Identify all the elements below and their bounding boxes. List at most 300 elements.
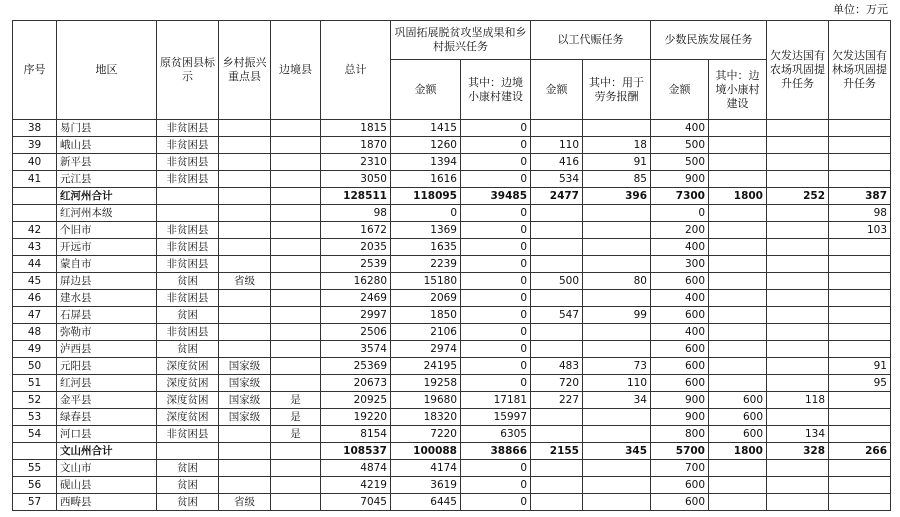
cell-border [271, 171, 321, 188]
cell-consolidate-amount: 100088 [391, 443, 461, 460]
cell-forest: 103 [829, 222, 891, 239]
cell-minority-border [709, 341, 767, 358]
cell-consolidate-border: 39485 [461, 188, 531, 205]
cell-farm [767, 256, 829, 273]
cell-forest: 95 [829, 375, 891, 392]
cell-work-amount [531, 239, 583, 256]
cell-poverty: 贫困 [157, 273, 219, 290]
cell-rural [219, 239, 271, 256]
cell-farm [767, 273, 829, 290]
cell-work-labor: 91 [583, 154, 651, 171]
cell-minority-amount: 900 [651, 392, 709, 409]
cell-work-amount [531, 409, 583, 426]
cell-minority-border [709, 375, 767, 392]
cell-consolidate-amount: 0 [391, 205, 461, 222]
cell-consolidate-amount: 2239 [391, 256, 461, 273]
cell-work-labor [583, 256, 651, 273]
table-row [13, 392, 891, 409]
cell-region: 绿春县 [57, 409, 157, 426]
cell-minority-amount: 700 [651, 460, 709, 477]
cell-farm: 328 [767, 443, 829, 460]
cell-total: 1870 [321, 137, 391, 154]
cell-minority-border [709, 273, 767, 290]
cell-total: 3050 [321, 171, 391, 188]
cell-work-amount [531, 290, 583, 307]
cell-border [271, 443, 321, 460]
cell-forest [829, 290, 891, 307]
header-farm: 欠发达国有农场巩固提升任务 [767, 21, 829, 120]
cell-farm [767, 137, 829, 154]
cell-work-amount: 110 [531, 137, 583, 154]
cell-consolidate-amount: 3619 [391, 477, 461, 494]
cell-minority-border [709, 222, 767, 239]
cell-total: 7045 [321, 494, 391, 511]
cell-minority-border [709, 290, 767, 307]
cell-poverty: 非贫困县 [157, 290, 219, 307]
cell-border [271, 460, 321, 477]
header-consolidate: 巩固拓展脱贫攻坚成果和乡村振兴任务 [391, 21, 531, 60]
cell-rural [219, 324, 271, 341]
cell-forest [829, 239, 891, 256]
cell-work-amount [531, 222, 583, 239]
cell-border [271, 188, 321, 205]
cell-farm [767, 477, 829, 494]
cell-poverty: 深度贫困 [157, 358, 219, 375]
cell-border [271, 307, 321, 324]
cell-rural: 省级 [219, 273, 271, 290]
table-body [13, 120, 891, 511]
cell-rural [219, 171, 271, 188]
cell-farm: 118 [767, 392, 829, 409]
cell-border [271, 239, 321, 256]
cell-minority-amount: 200 [651, 222, 709, 239]
cell-total: 108537 [321, 443, 391, 460]
cell-minority-amount: 400 [651, 239, 709, 256]
cell-rural [219, 341, 271, 358]
table-row [13, 307, 891, 324]
cell-consolidate-amount: 1850 [391, 307, 461, 324]
cell-minority-amount: 500 [651, 137, 709, 154]
cell-work-labor [583, 324, 651, 341]
table-row [13, 273, 891, 290]
cell-poverty [157, 205, 219, 222]
cell-region: 元阳县 [57, 358, 157, 375]
cell-work-labor [583, 409, 651, 426]
cell-work-amount: 227 [531, 392, 583, 409]
cell-consolidate-amount: 19680 [391, 392, 461, 409]
cell-poverty: 非贫困县 [157, 171, 219, 188]
cell-work-amount: 416 [531, 154, 583, 171]
cell-rural [219, 460, 271, 477]
cell-farm: 252 [767, 188, 829, 205]
cell-region: 红河州本级 [57, 205, 157, 222]
cell-region: 西畴县 [57, 494, 157, 511]
cell-work-labor: 345 [583, 443, 651, 460]
table-row [13, 239, 891, 256]
cell-border [271, 358, 321, 375]
cell-total: 8154 [321, 426, 391, 443]
cell-work-amount [531, 426, 583, 443]
cell-region: 屏边县 [57, 273, 157, 290]
cell-farm [767, 205, 829, 222]
cell-consolidate-amount: 18320 [391, 409, 461, 426]
cell-total: 2997 [321, 307, 391, 324]
cell-region: 弥勒市 [57, 324, 157, 341]
cell-border [271, 222, 321, 239]
cell-rural: 国家级 [219, 375, 271, 392]
table-row [13, 477, 891, 494]
cell-rural [219, 137, 271, 154]
cell-work-labor: 110 [583, 375, 651, 392]
cell-consolidate-amount: 118095 [391, 188, 461, 205]
cell-consolidate-border: 6305 [461, 426, 531, 443]
cell-poverty: 非贫困县 [157, 120, 219, 137]
cell-region: 建水县 [57, 290, 157, 307]
cell-seq: 48 [13, 324, 57, 341]
cell-work-labor: 73 [583, 358, 651, 375]
cell-forest [829, 171, 891, 188]
cell-work-labor: 34 [583, 392, 651, 409]
header-consolidate-amount: 金额 [391, 60, 461, 120]
cell-seq: 52 [13, 392, 57, 409]
cell-seq: 42 [13, 222, 57, 239]
header-seq: 序号 [13, 21, 57, 120]
cell-border: 是 [271, 426, 321, 443]
subtotal-row [13, 188, 891, 205]
cell-work-labor: 80 [583, 273, 651, 290]
cell-rural [219, 222, 271, 239]
cell-rural: 国家级 [219, 392, 271, 409]
cell-consolidate-amount: 1415 [391, 120, 461, 137]
cell-minority-amount: 7300 [651, 188, 709, 205]
cell-work-labor [583, 120, 651, 137]
table-row [13, 324, 891, 341]
cell-minority-border [709, 460, 767, 477]
header-rural: 乡村振兴重点县 [219, 21, 271, 120]
cell-farm [767, 239, 829, 256]
table-row [13, 154, 891, 171]
cell-total: 19220 [321, 409, 391, 426]
cell-forest: 98 [829, 205, 891, 222]
cell-consolidate-amount: 2069 [391, 290, 461, 307]
cell-farm [767, 375, 829, 392]
cell-work-labor [583, 239, 651, 256]
cell-border [271, 205, 321, 222]
cell-total: 2310 [321, 154, 391, 171]
header-minority: 少数民族发展任务 [651, 21, 767, 60]
cell-farm [767, 494, 829, 511]
cell-poverty: 非贫困县 [157, 256, 219, 273]
header-work-relief: 以工代赈任务 [531, 21, 651, 60]
cell-forest [829, 137, 891, 154]
cell-forest: 266 [829, 443, 891, 460]
cell-farm [767, 307, 829, 324]
table-row [13, 137, 891, 154]
cell-seq: 50 [13, 358, 57, 375]
cell-poverty: 贫困 [157, 341, 219, 358]
table-row [13, 171, 891, 188]
cell-border: 是 [271, 392, 321, 409]
cell-work-amount: 534 [531, 171, 583, 188]
cell-work-amount [531, 341, 583, 358]
table-row [13, 460, 891, 477]
header-region: 地区 [57, 21, 157, 120]
cell-consolidate-amount: 1369 [391, 222, 461, 239]
cell-minority-border [709, 494, 767, 511]
cell-minority-amount: 600 [651, 375, 709, 392]
cell-border: 是 [271, 409, 321, 426]
cell-consolidate-amount: 2106 [391, 324, 461, 341]
cell-minority-border: 1800 [709, 443, 767, 460]
cell-rural [219, 443, 271, 460]
cell-rural: 国家级 [219, 409, 271, 426]
cell-work-amount: 2477 [531, 188, 583, 205]
cell-region: 河口县 [57, 426, 157, 443]
cell-poverty: 非贫困县 [157, 222, 219, 239]
cell-region: 红河州合计 [57, 188, 157, 205]
cell-region: 文山市 [57, 460, 157, 477]
cell-poverty: 非贫困县 [157, 426, 219, 443]
cell-work-amount: 2155 [531, 443, 583, 460]
cell-minority-amount: 900 [651, 171, 709, 188]
cell-minority-border [709, 324, 767, 341]
cell-seq: 57 [13, 494, 57, 511]
cell-consolidate-border: 0 [461, 307, 531, 324]
cell-rural [219, 205, 271, 222]
cell-consolidate-border: 0 [461, 324, 531, 341]
cell-border [271, 341, 321, 358]
cell-region: 红河县 [57, 375, 157, 392]
cell-minority-amount: 400 [651, 120, 709, 137]
table-row [13, 290, 891, 307]
cell-work-amount [531, 205, 583, 222]
cell-farm [767, 409, 829, 426]
cell-work-labor [583, 494, 651, 511]
cell-rural [219, 426, 271, 443]
cell-forest [829, 460, 891, 477]
cell-poverty: 深度贫困 [157, 375, 219, 392]
cell-total: 2506 [321, 324, 391, 341]
cell-farm [767, 358, 829, 375]
cell-consolidate-amount: 1616 [391, 171, 461, 188]
cell-work-amount [531, 324, 583, 341]
header-minority-border: 其中：边境小康村建设 [709, 60, 767, 120]
cell-border [271, 494, 321, 511]
header-poverty: 原贫困县标示 [157, 21, 219, 120]
cell-minority-amount: 600 [651, 341, 709, 358]
cell-minority-amount: 600 [651, 358, 709, 375]
cell-total: 16280 [321, 273, 391, 290]
cell-work-labor [583, 290, 651, 307]
cell-farm: 134 [767, 426, 829, 443]
cell-farm [767, 341, 829, 358]
cell-work-labor [583, 426, 651, 443]
cell-poverty: 非贫困县 [157, 137, 219, 154]
header-minority-amount: 金额 [651, 60, 709, 120]
cell-minority-border [709, 307, 767, 324]
cell-work-labor [583, 460, 651, 477]
cell-consolidate-border: 0 [461, 205, 531, 222]
cell-poverty: 贫困 [157, 477, 219, 494]
cell-consolidate-amount: 7220 [391, 426, 461, 443]
header-border: 边境县 [271, 21, 321, 120]
cell-region: 文山州合计 [57, 443, 157, 460]
cell-consolidate-border: 0 [461, 239, 531, 256]
cell-work-amount: 547 [531, 307, 583, 324]
cell-total: 20925 [321, 392, 391, 409]
cell-work-labor: 18 [583, 137, 651, 154]
cell-rural [219, 307, 271, 324]
cell-forest: 91 [829, 358, 891, 375]
cell-consolidate-border: 0 [461, 375, 531, 392]
cell-farm [767, 324, 829, 341]
cell-minority-border [709, 205, 767, 222]
cell-consolidate-border: 0 [461, 137, 531, 154]
cell-poverty: 贫困 [157, 494, 219, 511]
cell-border [271, 120, 321, 137]
cell-region: 开远市 [57, 239, 157, 256]
cell-farm [767, 120, 829, 137]
cell-forest [829, 273, 891, 290]
cell-border [271, 256, 321, 273]
cell-consolidate-border: 0 [461, 154, 531, 171]
cell-total: 3574 [321, 341, 391, 358]
cell-consolidate-border: 0 [461, 494, 531, 511]
cell-region: 个旧市 [57, 222, 157, 239]
cell-total: 1672 [321, 222, 391, 239]
cell-farm [767, 290, 829, 307]
cell-consolidate-amount: 6445 [391, 494, 461, 511]
cell-poverty: 非贫困县 [157, 154, 219, 171]
header-total: 总计 [321, 21, 391, 120]
cell-border [271, 477, 321, 494]
cell-consolidate-border: 15997 [461, 409, 531, 426]
cell-farm [767, 222, 829, 239]
cell-region: 蒙自市 [57, 256, 157, 273]
table-row [13, 341, 891, 358]
cell-seq: 53 [13, 409, 57, 426]
cell-seq: 55 [13, 460, 57, 477]
cell-total: 20673 [321, 375, 391, 392]
cell-minority-border: 600 [709, 409, 767, 426]
cell-rural [219, 256, 271, 273]
cell-rural [219, 154, 271, 171]
cell-minority-border [709, 477, 767, 494]
cell-minority-border [709, 239, 767, 256]
cell-region: 峨山县 [57, 137, 157, 154]
header-forest: 欠发达国有林场巩固提升任务 [829, 21, 891, 120]
cell-poverty [157, 188, 219, 205]
cell-consolidate-amount: 1260 [391, 137, 461, 154]
cell-forest [829, 120, 891, 137]
cell-consolidate-amount: 19258 [391, 375, 461, 392]
cell-rural [219, 120, 271, 137]
cell-farm [767, 460, 829, 477]
cell-minority-amount: 600 [651, 307, 709, 324]
cell-work-amount: 483 [531, 358, 583, 375]
cell-forest [829, 341, 891, 358]
header-work-labor: 其中：用于劳务报酬 [583, 60, 651, 120]
cell-forest [829, 477, 891, 494]
cell-minority-border [709, 137, 767, 154]
cell-consolidate-border: 0 [461, 290, 531, 307]
cell-border [271, 154, 321, 171]
cell-rural [219, 188, 271, 205]
table-row [13, 494, 891, 511]
cell-border [271, 324, 321, 341]
cell-total: 128511 [321, 188, 391, 205]
cell-total: 2539 [321, 256, 391, 273]
cell-total: 25369 [321, 358, 391, 375]
cell-work-amount [531, 120, 583, 137]
cell-consolidate-border: 0 [461, 222, 531, 239]
cell-poverty: 贫困 [157, 307, 219, 324]
cell-minority-amount: 5700 [651, 443, 709, 460]
allocation-table [12, 20, 891, 511]
cell-region: 新平县 [57, 154, 157, 171]
cell-poverty: 非贫困县 [157, 239, 219, 256]
cell-work-amount [531, 460, 583, 477]
cell-rural [219, 477, 271, 494]
cell-work-labor [583, 222, 651, 239]
unit-label: 单位：万元 [833, 3, 888, 16]
cell-minority-amount: 900 [651, 409, 709, 426]
cell-consolidate-amount: 1635 [391, 239, 461, 256]
cell-minority-border: 600 [709, 392, 767, 409]
cell-forest [829, 256, 891, 273]
cell-work-labor: 85 [583, 171, 651, 188]
cell-poverty [157, 443, 219, 460]
cell-seq: 38 [13, 120, 57, 137]
cell-work-amount [531, 256, 583, 273]
cell-consolidate-amount: 2974 [391, 341, 461, 358]
cell-minority-amount: 600 [651, 477, 709, 494]
cell-forest [829, 426, 891, 443]
cell-poverty: 贫困 [157, 460, 219, 477]
cell-seq: 44 [13, 256, 57, 273]
cell-seq: 54 [13, 426, 57, 443]
cell-consolidate-border: 17181 [461, 392, 531, 409]
cell-forest [829, 154, 891, 171]
cell-seq [13, 443, 57, 460]
cell-minority-border [709, 120, 767, 137]
cell-region: 金平县 [57, 392, 157, 409]
cell-poverty: 深度贫困 [157, 392, 219, 409]
cell-minority-border [709, 154, 767, 171]
cell-total: 2469 [321, 290, 391, 307]
table-row [13, 409, 891, 426]
cell-forest: 387 [829, 188, 891, 205]
cell-minority-amount: 300 [651, 256, 709, 273]
cell-minority-amount: 0 [651, 205, 709, 222]
cell-seq: 39 [13, 137, 57, 154]
cell-seq: 47 [13, 307, 57, 324]
cell-minority-border: 1800 [709, 188, 767, 205]
cell-farm [767, 171, 829, 188]
cell-border [271, 375, 321, 392]
cell-seq: 45 [13, 273, 57, 290]
cell-seq: 56 [13, 477, 57, 494]
cell-forest [829, 324, 891, 341]
cell-consolidate-amount: 1394 [391, 154, 461, 171]
cell-consolidate-border: 0 [461, 341, 531, 358]
cell-minority-amount: 800 [651, 426, 709, 443]
cell-seq: 51 [13, 375, 57, 392]
cell-consolidate-border: 0 [461, 460, 531, 477]
cell-border [271, 290, 321, 307]
cell-forest [829, 307, 891, 324]
cell-region: 元江县 [57, 171, 157, 188]
